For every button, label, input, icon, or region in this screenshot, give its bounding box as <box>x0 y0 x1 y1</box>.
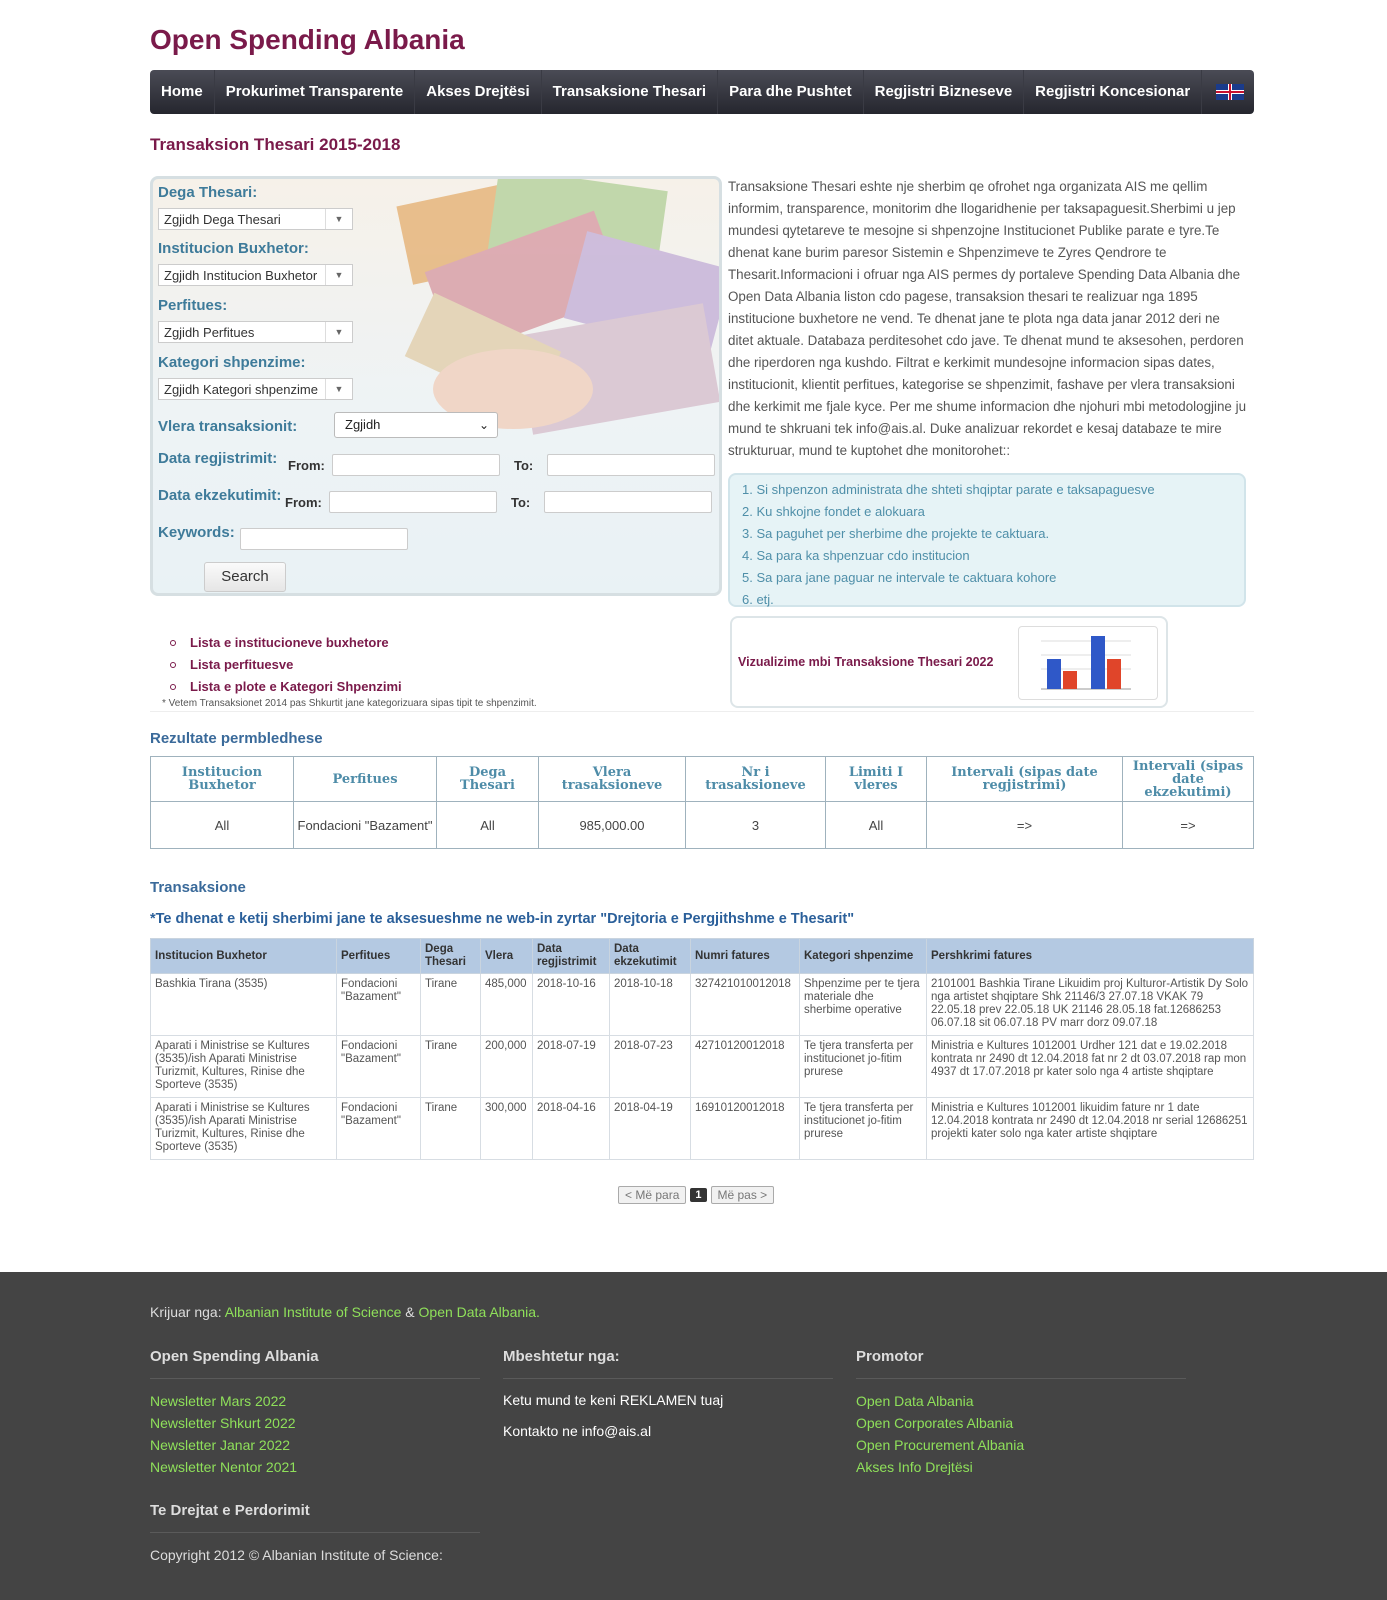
nav-regjistri-bizneseve[interactable]: Regjistri Bizneseve <box>864 70 1025 114</box>
table-cell: Aparati i Ministrise se Kultures (3535)/ish Aparati Ministrise Turizmit, Kultures, Rinise dhe Sporteve (3535) <box>151 1036 337 1098</box>
promotor-link[interactable]: Open Corporates Albania <box>856 1415 1014 1431</box>
page-heading: Transaksion Thesari 2015-2018 <box>150 135 401 154</box>
purpose-list <box>728 473 1246 607</box>
divider <box>150 1378 480 1379</box>
table-cell: 16910120012018 <box>691 1098 800 1160</box>
from-label: From: <box>288 458 325 473</box>
table-cell: Tirane <box>421 1098 481 1160</box>
table-cell: All <box>826 802 927 849</box>
divider <box>503 1378 833 1379</box>
link-lista-institucioneve[interactable]: Lista e institucioneve buxhetore <box>170 632 402 654</box>
newsletter-link[interactable]: Newsletter Nentor 2021 <box>150 1459 298 1475</box>
footer-credit <box>150 1304 540 1320</box>
table-cell: Te tjera transferta per institucionet jo-fitim prurese <box>800 1036 927 1098</box>
table-cell: All <box>437 802 539 849</box>
promotor-link[interactable]: Open Procurement Albania <box>856 1437 1025 1453</box>
nav-regjistri-koncesionar[interactable]: Regjistri Koncesionar <box>1024 70 1202 114</box>
table-cell: 327421010012018 <box>691 974 800 1036</box>
regjistrimit-from-input[interactable] <box>332 454 500 476</box>
visualization-link[interactable] <box>730 616 1168 708</box>
list-item: 1. Si shpenzon administrata dhe shteti shqiptar parate e taksapaguesve <box>742 482 1155 497</box>
table-cell: => <box>1123 802 1254 849</box>
table-row <box>151 1098 1254 1160</box>
column-header: Intervali (sipas date ekzekutimi) <box>1123 757 1254 802</box>
vlera-select[interactable]: Zgjidh ⌄ <box>334 412 498 438</box>
table-cell: 2018-04-16 <box>533 1098 610 1160</box>
footnote: * Vetem Transaksionet 2014 pas Shkurtit jane kategorizuara sipas tipit te shpenzimit. <box>162 698 537 709</box>
column-header: Pershkrimi fatures <box>927 939 1254 974</box>
kategori-label: Kategori shpenzime: <box>158 354 306 371</box>
dega-label: Dega Thesari: <box>158 184 258 201</box>
summary-title: Rezultate permbledhese <box>150 730 323 747</box>
newsletter-link[interactable]: Newsletter Shkurt 2022 <box>150 1415 296 1431</box>
column-header: Dega Thesari <box>421 939 481 974</box>
footer-col1-title: Open Spending Albania <box>150 1348 319 1365</box>
table-cell: 2101001 Bashkia Tirane Likuidim proj Kulturor-Artistik Dy Solo nga artistet shqiptare Shk 21146/3 27.07.18 VKAK 79 22.05.18 prev 22.05.18 UK 21146 28.05.18 fat.12686253 06.07.18 sit 06.07.18 PV marr dorz 09.07.18 <box>927 974 1254 1036</box>
table-cell: 985,000.00 <box>539 802 686 849</box>
table-cell: Fondacioni "Bazament" <box>337 1036 421 1098</box>
contact-text: Kontakto ne info@ais.al <box>503 1423 652 1439</box>
ekzekutimit-to-input[interactable] <box>544 491 712 513</box>
table-cell: 2018-10-16 <box>533 974 610 1036</box>
site-title[interactable]: Open Spending Albania <box>150 24 465 55</box>
nav-prokurimet[interactable]: Prokurimet Transparente <box>215 70 416 114</box>
perfitues-label: Perfitues: <box>158 297 228 314</box>
summary-table <box>150 756 1254 849</box>
vlera-label: Vlera transaksionit: <box>158 418 298 435</box>
list-item: 4. Sa para ka shpenzuar cdo institucion <box>742 548 970 563</box>
next-page-button[interactable]: Më pas > <box>711 1186 775 1204</box>
transactions-source-note[interactable]: *Te dhenat e ketij sherbimi jane te aksesueshme ne web-in zyrtar "Drejtoria e Pergjithshme e Thesarit" <box>150 911 855 927</box>
column-header: Perfitues <box>294 757 437 802</box>
nav-akses-drejtesi[interactable]: Akses Drejtësi <box>415 70 541 114</box>
table-cell: Fondacioni "Bazament" <box>294 802 437 849</box>
promotor-link[interactable]: Akses Info Drejtësi <box>856 1459 973 1475</box>
table-cell: 300,000 <box>481 1098 533 1160</box>
search-button[interactable]: Search <box>204 562 286 592</box>
transactions-title: Transaksione <box>150 879 246 896</box>
table-cell: 485,000 <box>481 974 533 1036</box>
pagination <box>618 1186 774 1204</box>
main-nav <box>150 70 1254 114</box>
list-item: 2. Ku shkojne fondet e alokuara <box>742 504 925 519</box>
footer-terms-title[interactable]: Te Drejtat e Perdorimit <box>150 1502 310 1519</box>
column-header: Limiti I vleres <box>826 757 927 802</box>
column-header: Dega Thesari <box>437 757 539 802</box>
table-cell: Bashkia Tirana (3535) <box>151 974 337 1036</box>
table-cell: All <box>151 802 294 849</box>
kategori-select[interactable]: Zgjidh Kategori shpenzime ▼ <box>158 378 353 400</box>
table-cell: 2018-10-18 <box>610 974 691 1036</box>
table-cell: => <box>927 802 1123 849</box>
chevron-down-icon: ▼ <box>325 209 352 229</box>
table-cell: 3 <box>686 802 826 849</box>
footer-col2-title: Mbeshtetur nga: <box>503 1348 620 1365</box>
promotor-link[interactable]: Open Data Albania <box>856 1393 974 1409</box>
divider <box>856 1378 1186 1379</box>
bar-chart-icon[interactable] <box>1018 626 1158 700</box>
table-row <box>151 974 1254 1036</box>
visualization-label[interactable]: Vizualizime mbi Transaksione Thesari 2022 <box>738 655 994 669</box>
related-links <box>170 632 402 698</box>
column-header: Institucion Buxhetor <box>151 939 337 974</box>
regjistrimit-to-input[interactable] <box>547 454 715 476</box>
table-cell: Fondacioni "Bazament" <box>337 974 421 1036</box>
column-header: Institucion Buxhetor <box>151 757 294 802</box>
search-form <box>150 176 722 596</box>
divider <box>150 711 1254 712</box>
column-header: Vlera trasaksioneve <box>539 757 686 802</box>
column-header: Nr i trasaksioneve <box>686 757 826 802</box>
from-label: From: <box>285 495 322 510</box>
column-header: Intervali (sipas date regjistrimi) <box>927 757 1123 802</box>
table-row <box>151 802 1254 849</box>
table-cell: 2018-07-23 <box>610 1036 691 1098</box>
list-item: 3. Sa paguhet per sherbime dhe projekte te caktuara. <box>742 526 1050 541</box>
footer <box>0 1272 1387 1600</box>
to-label: To: <box>514 458 534 473</box>
institucion-select[interactable]: Zgjidh Institucion Buxhetor ▼ <box>158 264 353 286</box>
table-cell: Ministria e Kultures 1012001 likuidim fature nr 1 date 12.04.2018 kontrata nr 2490 dt 12.04.2018 nr serial 12686251 projekti kater solo nga kater artiste shqiptare <box>927 1098 1254 1160</box>
credit-prefix: Krijuar nga: <box>150 1304 222 1320</box>
table-cell: Ministria e Kultures 1012001 Urdher 121 dat e 19.02.2018 kontrata nr 2490 dt 12.04.2018 fat nr 2 dt 03.07.2018 rap mon 4937 dt 17.07.2018 pr kater solo nga 4 artiste shqiptare <box>927 1036 1254 1098</box>
table-cell: Fondacioni "Bazament" <box>337 1098 421 1160</box>
service-description: Transaksione Thesari eshte nje sherbim qe ofrohet nga organizata AIS me qellim informim, transparence, monitorim dhe llogaridhenie per taksapaguesit.Sherbimi u jep mundesi qytetareve te mesojne si shpenzojne Institucionet Publike parate e tyre.Te dhenat kane burim paresor Sistemin e Shpenzimeve te Zyres Qendrore te Thesarit.Informacioni i ofruar nga AIS permes dy portaleve Spending Data Albania dhe Open Data Albania liston cdo pagese, transaksion thesari te realizuar nga 1895 institucione buxhetore ne vend. Te dhenat jane te plota nga data janar 2012 deri ne ditet aktuale. Databaza perditesohet cdo jave. Te dhenat mund te aksesohen, perdoren dhe riperdoren nga kushdo. Filtrat e kerkimit mundesojne informacion sipas dates, institucionit, klientit perfitues, kategorise se shpenzimit, fashave per vlera transaksioni dhe kerkimit me fjale kyce. Per me shume informacion dhe njohuri mbi metodologjine ju mund te shkruani tek info@ais.al. Duke analizuar rekordet e kesaj databaze te mire strukturuar, mund te kuptohet dhe monitorohet:: <box>728 179 1247 458</box>
table-cell: Tirane <box>421 1036 481 1098</box>
institucion-label: Institucion Buxhetor: <box>158 240 309 257</box>
column-header: Vlera <box>481 939 533 974</box>
copyright: Copyright 2012 © Albanian Institute of Science: <box>150 1547 443 1563</box>
ekzekutimit-from-input[interactable] <box>329 491 497 513</box>
table-cell: 42710120012018 <box>691 1036 800 1098</box>
list-item: 5. Sa para jane paguar ne intervale te caktuara kohore <box>742 570 1057 585</box>
chevron-down-icon: ▼ <box>325 379 352 399</box>
link-open-data-albania[interactable]: Open Data Albania. <box>418 1304 540 1320</box>
table-cell: 2018-07-19 <box>533 1036 610 1098</box>
to-label: To: <box>511 495 531 510</box>
column-header: Perfitues <box>337 939 421 974</box>
table-cell: Tirane <box>421 974 481 1036</box>
chevron-down-icon: ▼ <box>325 265 352 285</box>
table-row <box>151 1036 1254 1098</box>
nav-para-dhe-pushtet[interactable]: Para dhe Pushtet <box>718 70 864 114</box>
divider <box>150 1532 480 1533</box>
table-header-row <box>151 939 1254 974</box>
data-ekzekutimit-label: Data ekzekutimit: <box>158 487 282 504</box>
dega-select[interactable]: Zgjidh Dega Thesari ▼ <box>158 208 353 230</box>
table-cell: Aparati i Ministrise se Kultures (3535)/ish Aparati Ministrise Turizmit, Kultures, Rinise dhe Sporteve (3535) <box>151 1098 337 1160</box>
nav-transaksione-thesari[interactable]: Transaksione Thesari <box>542 70 718 114</box>
newsletter-link[interactable]: Newsletter Mars 2022 <box>150 1393 287 1409</box>
advert-text: Ketu mund te keni REKLAMEN tuaj <box>503 1392 724 1408</box>
link-lista-perfituesve[interactable]: Lista perfituesve <box>170 654 402 676</box>
column-header: Data regjistrimit <box>533 939 610 974</box>
keywords-label: Keywords: <box>158 524 235 541</box>
chevron-down-icon: ⌄ <box>478 418 489 432</box>
keywords-input[interactable] <box>240 528 408 550</box>
table-cell: 2018-04-19 <box>610 1098 691 1160</box>
newsletter-link[interactable]: Newsletter Janar 2022 <box>150 1437 291 1453</box>
credit-amp: & <box>405 1304 415 1320</box>
table-cell: Te tjera transferta per institucionet jo-fitim prurese <box>800 1098 927 1160</box>
chevron-down-icon: ▼ <box>325 322 352 342</box>
perfitues-select[interactable]: Zgjidh Perfitues ▼ <box>158 321 353 343</box>
link-lista-kategori[interactable]: Lista e plote e Kategori Shpenzimi <box>170 676 402 698</box>
table-cell: Shpenzime per te tjera materiale dhe sherbime operative <box>800 974 927 1036</box>
column-header: Data ekzekutimit <box>610 939 691 974</box>
list-item: 6. etj. <box>742 592 774 607</box>
prev-page-button[interactable]: < Më para <box>618 1186 686 1204</box>
table-header-row <box>151 757 1254 802</box>
column-header: Kategori shpenzime <box>800 939 927 974</box>
transactions-table <box>150 938 1254 1160</box>
current-page: 1 <box>690 1188 706 1202</box>
uk-flag-icon[interactable] <box>1216 84 1244 100</box>
link-albanian-institute[interactable]: Albanian Institute of Science <box>224 1304 402 1320</box>
nav-home[interactable]: Home <box>150 70 215 114</box>
table-cell: 200,000 <box>481 1036 533 1098</box>
footer-col3-title: Promotor <box>856 1348 924 1365</box>
column-header: Numri fatures <box>691 939 800 974</box>
data-regjistrimit-label: Data regjistrimit: <box>158 450 278 467</box>
